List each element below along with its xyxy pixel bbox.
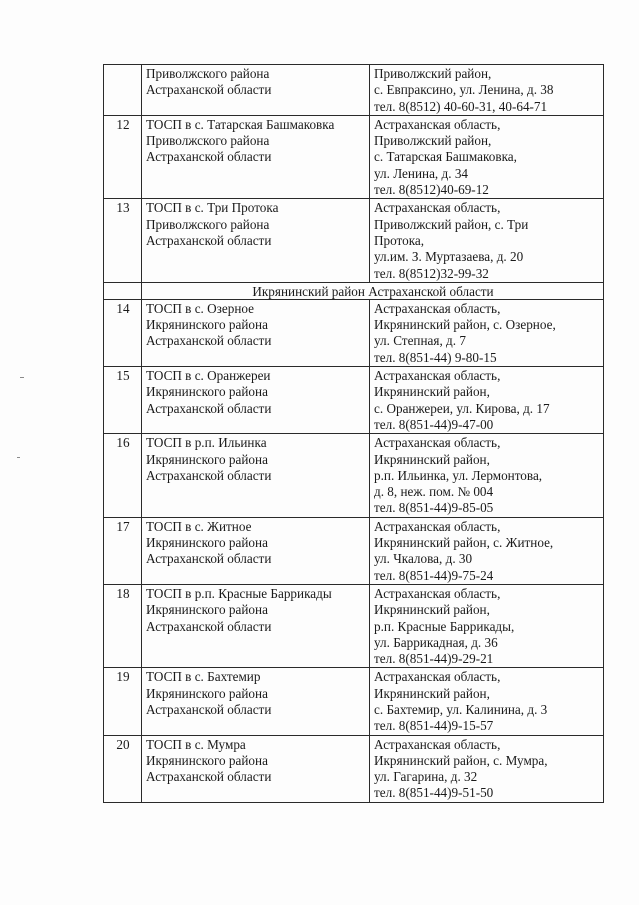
row-number: 14 [104,299,142,366]
office-address-line: ул.им. З. Муртазаева, д. 20 [374,249,524,265]
row-number: 16 [104,434,142,517]
office-address-line: тел. 8(851-44)9-85-05 [374,500,494,516]
office-address [370,299,604,366]
office-address-line: тел. 8(8512) 40-60-31, 40-64-71 [374,98,548,114]
office-name-line: Икрянинского района [146,752,268,768]
office-address-line: Протока, [374,232,425,248]
row-number: 12 [104,115,142,198]
office-address-line: Икрянинский район, [374,384,490,400]
ikr-rows [104,299,604,802]
row-number: 15 [104,367,142,434]
office-address-line: р.п. Красные Баррикады, [374,618,515,634]
office-address-line: тел. 8(851-44) 9-80-15 [374,349,497,365]
office-name [142,199,370,282]
office-address-line: с. Татарская Башмаковка, [374,149,517,165]
office-address-line: тел. 8(851-44)9-29-21 [374,651,494,667]
office-name-line: Икрянинского района [146,535,268,551]
office-address [370,65,604,116]
office-name-line: ТОСП в р.п. Ильинка [146,435,267,451]
office-address [370,199,604,282]
office-address-line: тел. 8(8512)32-99-32 [374,265,489,281]
table-row [104,735,604,802]
office-name-line: ТОСП в с. Мумра [146,736,246,752]
office-address [370,584,604,667]
office-address-line: Астраханская область, [374,518,501,534]
row-number: 19 [104,668,142,735]
table-row [104,434,604,517]
office-address-line: Икрянинский район, [374,685,490,701]
office-name-line: Астраханской области [146,333,272,349]
section-row [104,282,604,299]
table-row [104,199,604,282]
office-address-line: Астраханская область, [374,200,501,216]
office-address-line: ул. Ленина, д. 34 [374,165,469,181]
office-name-line: Икрянинского района [146,602,268,618]
office-address-line: д. 8, неж. пом. № 004 [374,484,494,500]
table-row [104,584,604,667]
office-name [142,367,370,434]
office-address-line: Икрянинский район, с. Мумра, [374,752,548,768]
office-name-line: ТОСП в р.п. Красные Баррикады [146,585,332,601]
office-address-line: Икрянинский район, с. Озерное, [374,317,556,333]
office-address-line: р.п. Ильинка, ул. Лермонтова, [374,467,543,483]
office-address-line: ул. Гагарина, д. 32 [374,769,478,785]
office-name-line: Астраханской области [146,232,272,248]
office-name-line: Приволжского района [146,133,270,149]
table-row [104,517,604,584]
office-address-line: Икрянинский район, [374,451,490,467]
office-name-line: Астраханской области [146,149,272,165]
office-address-line: с. Бахтемир, ул. Калинина, д. 3 [374,701,548,717]
office-name-line: ТОСП в с. Бахтемир [146,669,261,685]
section-header [104,282,604,299]
table-row [104,115,604,198]
office-name [142,434,370,517]
office-address-line: с. Оранжереи, ул. Кирова, д. 17 [374,400,550,416]
row-number: 17 [104,517,142,584]
office-name [142,517,370,584]
office-address-line: Икрянинский район, с. Житное, [374,535,554,551]
office-name-line: Астраханской области [146,701,272,717]
office-name-line: Икрянинского района [146,317,268,333]
office-name-line: ТОСП в с. Озерное [146,300,254,316]
office-address-line: Астраханская область, [374,435,501,451]
office-address [370,434,604,517]
office-address-line: тел. 8(851-44)9-51-50 [374,785,494,801]
offices-table [103,64,604,803]
row-number: 13 [104,199,142,282]
office-name-line: ТОСП в с. Три Протока [146,200,279,216]
office-address-line: тел. 8(8512)40-69-12 [374,182,489,198]
table-row [104,65,604,116]
office-name [142,668,370,735]
office-name-line: ТОСП в с. Оранжереи [146,368,271,384]
table-row [104,299,604,366]
office-address-line: Астраханская область, [374,585,501,601]
office-address-line: Приволжский район, [374,66,492,81]
office-name-line: Астраханской области [146,82,272,98]
office-name-line: Астраханской области [146,618,272,634]
office-name-line: ТОСП в с. Житное [146,518,252,534]
office-address-line: Икрянинский район, [374,602,490,618]
office-address [370,115,604,198]
office-name-line: ТОСП в с. Татарская Башмаковка [146,116,335,132]
priv-rows [104,65,604,283]
office-name-line: Астраханской области [146,551,272,567]
office-address-line: Астраханская область, [374,736,501,752]
office-name [142,735,370,802]
office-address-line: ул. Баррикадная, д. 36 [374,634,498,650]
office-address-line: Астраханская область, [374,300,501,316]
row-number: 20 [104,735,142,802]
office-name [142,65,370,116]
office-name-line: Приволжского района [146,216,270,232]
office-address [370,735,604,802]
row-number: 18 [104,584,142,667]
office-address-line: Приволжский район, [374,133,492,149]
office-address [370,367,604,434]
office-address-line: Астраханская область, [374,669,501,685]
office-name-line: Икрянинского района [146,451,268,467]
office-address-line: ул. Чкалова, д. 30 [374,551,473,567]
row-number [104,65,142,116]
scan-mark [20,377,24,378]
office-name-line: Икрянинского района [146,685,268,701]
section-title: Икрянинский район Астраханской области [142,282,604,299]
office-address [370,517,604,584]
office-address-line: с. Евпраксино, ул. Ленина, д. 38 [374,82,554,98]
office-name-line: Икрянинского района [146,384,268,400]
office-address-line: Астраханская область, [374,368,501,384]
scan-mark [17,457,20,458]
office-address-line: тел. 8(851-44)9-15-57 [374,718,494,734]
office-address-line: ул. Степная, д. 7 [374,333,466,349]
office-name-line: Астраханской области [146,467,272,483]
table-row [104,668,604,735]
office-name [142,299,370,366]
office-address-line: Астраханская область, [374,116,501,132]
office-address-line: тел. 8(851-44)9-47-00 [374,416,494,432]
office-address-line: Приволжский район, с. Три [374,216,529,232]
office-name [142,584,370,667]
office-name-line: Астраханской области [146,769,272,785]
office-address-line: тел. 8(851-44)9-75-24 [374,567,494,583]
office-name [142,115,370,198]
office-name-line: Астраханской области [146,400,272,416]
office-name-line: Приволжского района [146,66,270,81]
office-address [370,668,604,735]
table-row [104,367,604,434]
